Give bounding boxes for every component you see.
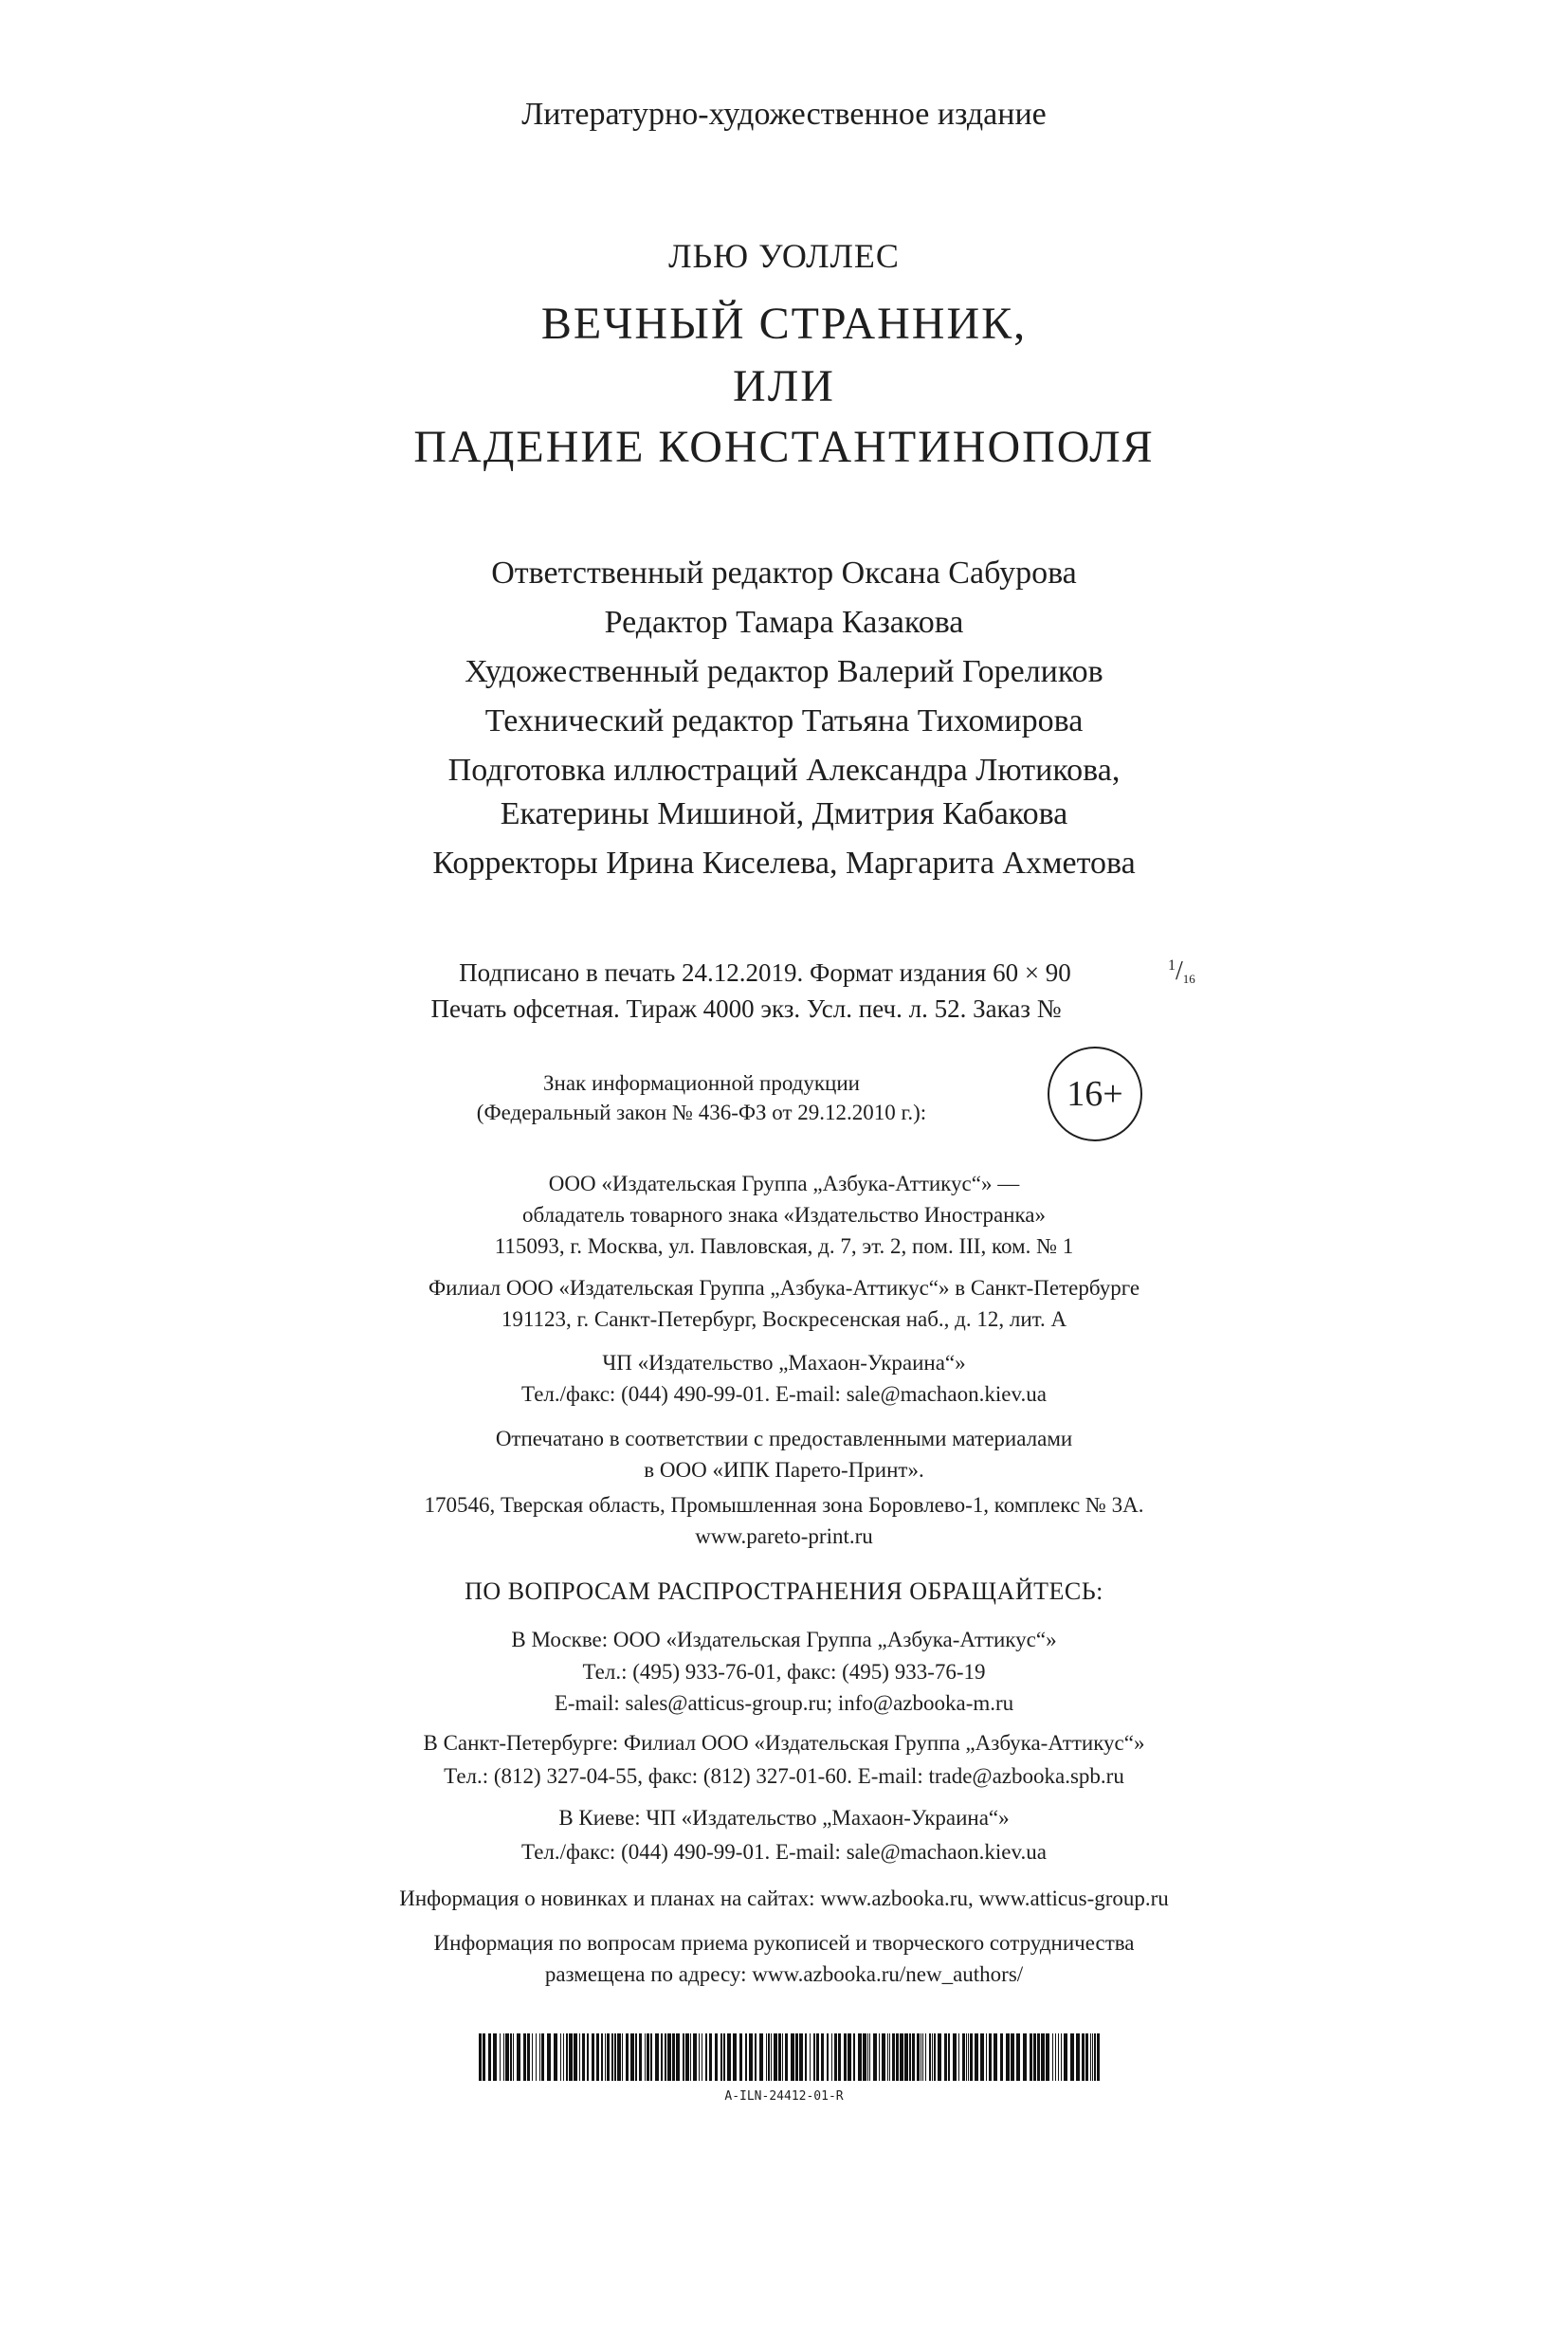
imprint-line: 191123, г. Санкт-Петербург, Воскресенская наб., д. 12, лит. А xyxy=(501,1307,1067,1331)
print-details-line: Подписано в печать 24.12.2019. Формат издания 60 × 90 xyxy=(459,958,1071,987)
print-details-line: Печать офсетная. Тираж 4000 экз. Усл. печ. л. 52. Заказ № xyxy=(430,994,1062,1023)
genre-line: Литературно-художественное издание xyxy=(521,97,1047,132)
title-line: ВЕЧНЫЙ СТРАННИК, xyxy=(540,299,1028,349)
imprint-line: Тел./факс: (044) 490-99-01. E-mail: sale@machaon.kiev.ua xyxy=(521,1382,1047,1406)
age-rating-badge: 16+ xyxy=(1048,1047,1142,1141)
barcode-image xyxy=(479,2033,1104,2081)
credit-line: Редактор Тамара Казакова xyxy=(604,605,964,640)
distribution-line: размещена по адресу: www.azbooka.ru/new_authors/ xyxy=(544,1962,1024,1986)
format-numerator: 1 xyxy=(1168,957,1176,974)
title-line: ИЛИ xyxy=(733,361,835,411)
imprint-line: ООО «Издательская Группа „Азбука-Аттикус“» — xyxy=(548,1172,1020,1195)
title-line: ПАДЕНИЕ КОНСТАНТИНОПОЛЯ xyxy=(413,422,1155,472)
info-label-line: (Федеральный закон № 436-ФЗ от 29.12.2010 г.): xyxy=(476,1101,927,1125)
imprint-line: в ООО «ИПК Парето-Принт». xyxy=(644,1458,924,1482)
distribution-line: В Киеве: ЧП «Издательство „Махаон-Украина“» xyxy=(558,1806,1010,1830)
info-label-line: Знак информационной продукции xyxy=(543,1071,860,1095)
credit-line: Технический редактор Татьяна Тихомирова xyxy=(484,703,1084,738)
distribution-line: E-mail: sales@atticus-group.ru; info@azbooka-m.ru xyxy=(554,1691,1014,1715)
imprint-line: ЧП «Издательство „Махаон-Украина“» xyxy=(602,1351,966,1375)
distribution-line: Тел./факс: (044) 490-99-01. E-mail: sale@machaon.kiev.ua xyxy=(521,1840,1047,1864)
distribution-line: Тел.: (495) 933-76-01, факс: (495) 933-76-19 xyxy=(582,1660,986,1684)
distribution-line: Информация по вопросам приема рукописей и творческого сотрудничества xyxy=(433,1931,1135,1955)
distribution-line: В Санкт-Петербурге: Филиал ООО «Издательская Группа „Азбука-Аттикус“» xyxy=(423,1731,1145,1755)
distribution-line: В Москве: ООО «Издательская Группа „Азбука-Аттикус“» xyxy=(511,1628,1057,1651)
imprint-line: Отпечатано в соответствии с предоставленными материалами xyxy=(495,1427,1073,1450)
distribution-line: Тел.: (812) 327-04-55, факс: (812) 327-01-60. E-mail: trade@azbooka.spb.ru xyxy=(444,1764,1124,1788)
credit-line: Ответственный редактор Оксана Сабурова xyxy=(491,556,1077,591)
credit-line: Художественный редактор Валерий Гореликов xyxy=(465,654,1103,689)
barcode-text: A-ILN-24412-01-R xyxy=(724,2089,844,2104)
distribution-heading: ПО ВОПРОСАМ РАСПРОСТРАНЕНИЯ ОБРАЩАЙТЕСЬ: xyxy=(465,1577,1103,1605)
imprint-line: 115093, г. Москва, ул. Павловская, д. 7, эт. 2, пом. III, ком. № 1 xyxy=(494,1234,1074,1258)
format-denominator: 16 xyxy=(1182,972,1195,986)
imprint-line: www.pareto-print.ru xyxy=(695,1524,873,1548)
info-label xyxy=(398,1068,1005,1127)
credit-line: Корректоры Ирина Киселева, Маргарита Ахметова xyxy=(432,846,1136,881)
format-fraction: $^1/_{16}$ xyxy=(1168,957,1195,986)
credit-line: Подготовка иллюстраций Александра Лютикова, xyxy=(447,753,1121,788)
imprint-line: Филиал ООО «Издательская Группа „Азбука-Аттикус“» в Санкт-Петербурге xyxy=(428,1276,1140,1300)
imprint-line: 170546, Тверская область, Промышленная зона Боровлево-1, комплекс № 3А. xyxy=(424,1493,1144,1517)
imprint-line: обладатель товарного знака «Издательство Иностранка» xyxy=(521,1203,1047,1227)
author-name: ЛЬЮ УОЛЛЕС xyxy=(668,237,900,275)
credit-line: Екатерины Мишиной, Дмитрия Кабакова xyxy=(500,796,1068,831)
distribution-line: Информация о новинках и планах на сайтах: www.azbooka.ru, www.atticus-group.ru xyxy=(399,1886,1169,1910)
